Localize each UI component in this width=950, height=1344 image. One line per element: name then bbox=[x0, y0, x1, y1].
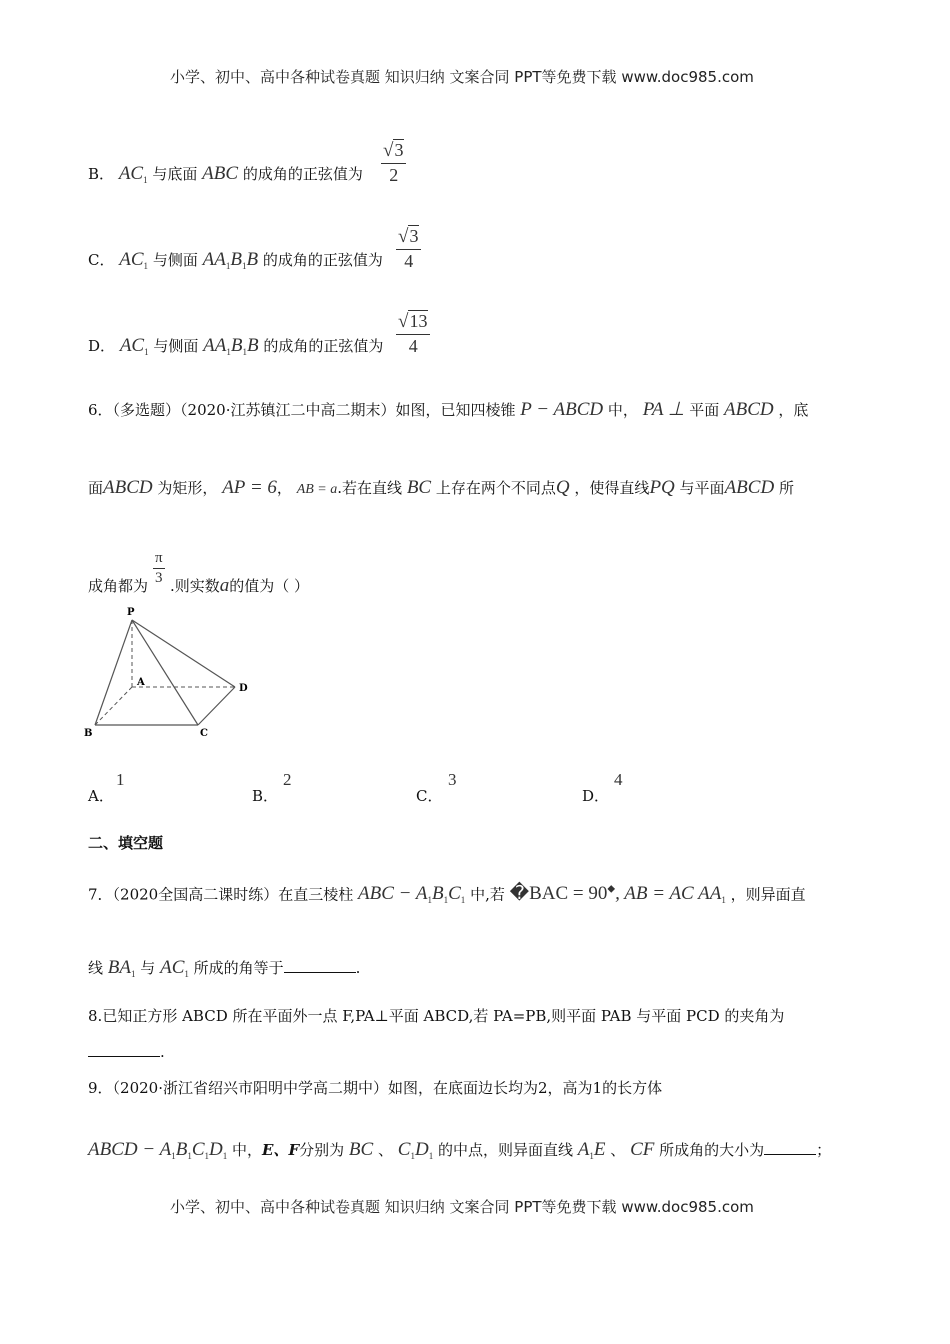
option-c-line bbox=[88, 250, 383, 276]
label-a: A bbox=[137, 677, 145, 688]
choice-d: D． bbox=[582, 787, 610, 805]
fraction-sqrt3-over-4: $\frac{√3}{4}$ bbox=[396, 226, 421, 272]
pyramid-figure bbox=[80, 600, 260, 750]
option-label: D． bbox=[88, 337, 116, 355]
math-c1d1: $C_1D_1$ bbox=[397, 1139, 434, 1161]
q9-line-1: 9．（2020·浙江省绍兴市阳明中学高二期中）如图，在底面边长均为2，高为1的长方体 bbox=[88, 1079, 663, 1097]
math-abc: ABC bbox=[202, 163, 239, 184]
text: 与底面 bbox=[152, 165, 198, 183]
choice-c-value: 3 bbox=[448, 770, 457, 789]
q7-line-2: 线 $BA_1$ 与 $AC_1$ 所成的角等于 . bbox=[88, 957, 361, 979]
math-aa1b1b: $AA_1B_1B$ bbox=[202, 249, 259, 271]
math-angle: �BAC = 90◆, AB = AC $AA_1$ bbox=[509, 883, 726, 906]
edge-pd bbox=[132, 620, 235, 687]
answer-blank[interactable] bbox=[88, 1042, 160, 1057]
edge-cd bbox=[198, 687, 235, 725]
edge-pb bbox=[95, 620, 132, 725]
label-c: C bbox=[200, 728, 208, 739]
answer-blank[interactable] bbox=[284, 958, 356, 973]
math-prism: ABC − $A_1B_1C_1$ bbox=[358, 883, 466, 906]
math-aa1b1b: $AA_1B_1B$ bbox=[203, 335, 259, 357]
q8-line-1: 8.已知正方形 ABCD 所在平面外一点 F,PA⊥平面 ABCD,若 PA=PB,则平面 PAB 与平面 PCD 的夹角为 bbox=[88, 1007, 785, 1025]
option-label: B． bbox=[88, 165, 115, 183]
math-a1e: $A_1E$ bbox=[577, 1139, 606, 1161]
text: 的成角的正弦值为 bbox=[242, 165, 363, 183]
math-ba1: $BA_1$ bbox=[107, 957, 136, 979]
fraction-pi-over-3: $\frac{\pi}{3}$ bbox=[155, 550, 163, 586]
answer-blank[interactable] bbox=[764, 1140, 816, 1155]
page-header: 小学、初中、高中各种试卷真题 知识归纳 文案合同 PPT等免费下载 www.doc985.com bbox=[170, 68, 754, 86]
choice-b-value: 2 bbox=[283, 770, 292, 789]
choice-a-value: 1 bbox=[116, 770, 125, 789]
edge-pc bbox=[132, 620, 198, 725]
option-d-line bbox=[88, 336, 383, 362]
section-title: 二、填空题 bbox=[88, 834, 164, 852]
q6-line-3: 成角都为 bbox=[88, 577, 149, 595]
text: 的成角的正弦值为 bbox=[262, 251, 383, 269]
q7-line-1: 7．（2020全国高二课时练）在直三棱柱 ABC − $A_1B_1C_1$ 中,若 �BAC = 90◆, AB = AC $AA_1$ ，则异面直 bbox=[88, 883, 806, 906]
q6-line-1: 6．（多选题）（2020·江苏镇江二中高二期末）如图，已知四棱锥 P − ABCD 中， PA ⊥ 平面 ABCD ，底 bbox=[88, 399, 809, 420]
option-b-line bbox=[88, 164, 363, 190]
edge-ab bbox=[95, 687, 132, 725]
text: 的成角的正弦值为 bbox=[263, 337, 384, 355]
choice-a: A． bbox=[88, 787, 114, 805]
math-cuboid: ABCD − $A_1B_1C_1D_1$ bbox=[88, 1139, 228, 1161]
q8-line-2: . bbox=[88, 1042, 165, 1062]
text: 与侧面 bbox=[152, 251, 198, 269]
label-b: B bbox=[84, 728, 93, 739]
choice-c: C． bbox=[416, 787, 443, 805]
option-label: C． bbox=[88, 251, 115, 269]
math-ac1: $AC_1$ bbox=[119, 335, 149, 357]
math-ac1: $AC_1$ bbox=[118, 163, 148, 185]
math-ac1: $AC_1$ bbox=[119, 249, 149, 271]
q9-line-2: ABCD − $A_1B_1C_1D_1$ 中，E、F分别为 BC 、 $C_1D_1$ 的中点，则异面直线 $A_1E$ 、 CF 所成角的大小为 ； bbox=[88, 1139, 832, 1161]
label-p: P bbox=[127, 607, 135, 618]
fraction-sqrt13-over-4: $\frac{√13}{4}$ bbox=[396, 311, 430, 357]
math-ac1: $AC_1$ bbox=[160, 957, 189, 979]
q6-line-2: 面ABCD 为矩形， AP = 6， AB = a.若在直线 BC 上存在两个不同点Q ，使得直线PQ 与平面ABCD 所 bbox=[88, 477, 794, 498]
label-d: D bbox=[239, 683, 248, 694]
choice-b: B． bbox=[252, 787, 279, 805]
text: 与侧面 bbox=[153, 337, 199, 355]
fraction-sqrt3-over-2: $\frac{√3}{2}$ bbox=[381, 140, 406, 186]
q6-line-3b: .则实数a的值为（ ） bbox=[170, 575, 310, 596]
page-footer: 小学、初中、高中各种试卷真题 知识归纳 文案合同 PPT等免费下载 www.doc985.com bbox=[170, 1198, 754, 1216]
choice-d-value: 4 bbox=[614, 770, 623, 789]
